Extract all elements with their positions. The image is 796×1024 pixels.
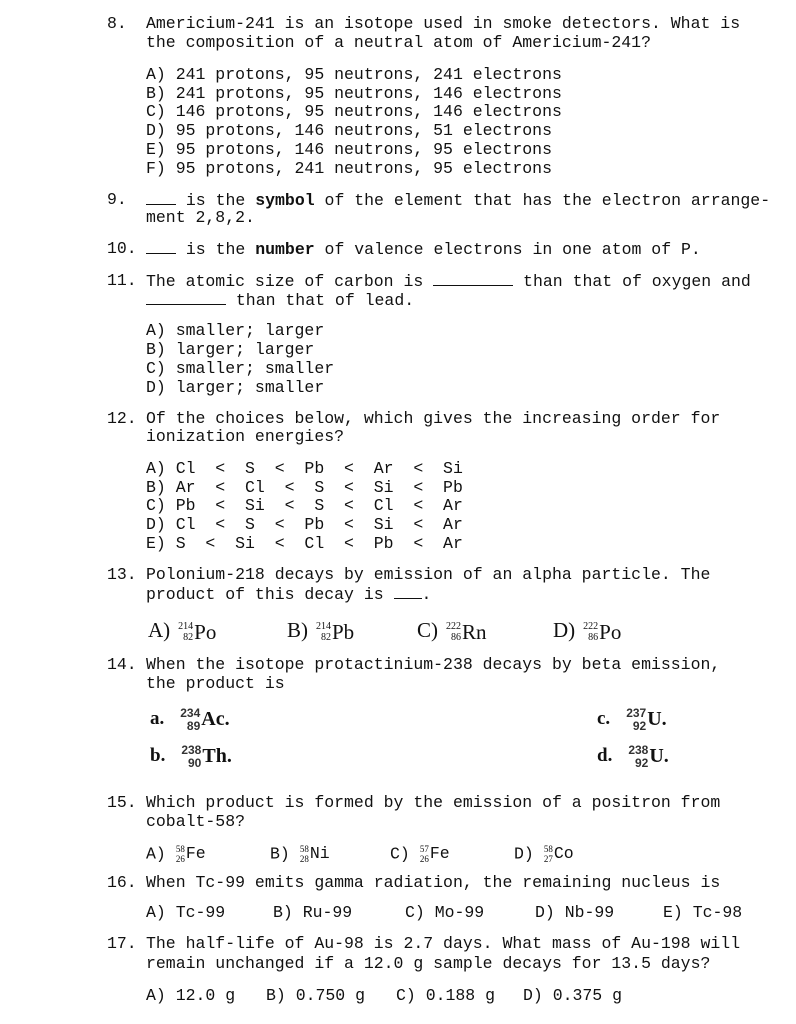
element-symbol: Po <box>194 620 217 645</box>
bold-text: symbol <box>255 191 315 210</box>
answer-choice: A) Tc-99 <box>146 903 226 922</box>
text: of valence electrons in one atom of P. <box>314 240 701 259</box>
answer-blank <box>433 271 513 286</box>
question-number: 9. <box>107 190 127 209</box>
element-symbol: Pb <box>332 620 355 645</box>
text: is the <box>176 191 256 210</box>
answer-choice <box>514 842 574 866</box>
answer-choice: C) 0.188 g <box>396 986 496 1005</box>
mass-number: 238 <box>181 742 202 757</box>
text: The atomic size of carbon is <box>146 272 434 291</box>
element-symbol: Rn <box>462 620 487 645</box>
atomic-number: 27 <box>543 853 553 864</box>
element-symbol: Co <box>553 844 574 863</box>
atomic-number: 86 <box>588 631 599 643</box>
choice-label: D) <box>514 844 534 864</box>
element-symbol: Po <box>599 620 622 645</box>
atomic-number: 92 <box>635 755 649 770</box>
answer-option: D) larger; smaller <box>146 378 325 397</box>
question-text: the composition of a neutral atom of Americium-241? <box>146 33 651 52</box>
choice-label: C) <box>417 618 438 642</box>
atomic-number: 89 <box>186 718 201 733</box>
choice-label: a. <box>150 708 165 729</box>
atomic-number: 82 <box>321 631 331 643</box>
element-symbol: Fe <box>429 844 450 863</box>
answer-option: E) S < Si < Cl < Pb < Ar <box>146 534 463 553</box>
choice-label: d. <box>597 745 613 766</box>
choice-label: D) <box>553 618 576 642</box>
question-text: Which product is formed by the emission of a positron from <box>146 793 721 812</box>
mass-number: 214 <box>178 620 194 632</box>
answer-choice <box>597 741 669 771</box>
choice-label: b. <box>150 745 166 766</box>
answer-choice <box>150 704 230 734</box>
text: of the element that has the electron arrange- <box>314 191 771 210</box>
answer-choice <box>553 616 621 646</box>
choice-label: A) <box>146 844 166 864</box>
answer-blank <box>146 239 176 254</box>
answer-choice: D) 0.375 g <box>523 986 623 1005</box>
element-symbol: U. <box>647 708 667 730</box>
bold-text: number <box>255 240 315 259</box>
question-text: When Tc-99 emits gamma radiation, the remaining nucleus is <box>146 873 721 892</box>
answer-choice: E) Tc-98 <box>663 903 743 922</box>
choice-label: B) <box>270 844 290 864</box>
atomic-number: 86 <box>451 631 461 643</box>
question-text: ionization energies? <box>146 427 345 446</box>
atomic-number: 28 <box>299 853 309 864</box>
atomic-number: 90 <box>188 755 202 770</box>
choice-label: C) <box>390 844 410 864</box>
mass-number: 58 <box>175 843 185 854</box>
answer-option: B) Ar < Cl < S < Si < Pb <box>146 478 463 497</box>
question-number: 10. <box>107 239 137 258</box>
answer-option: C) smaller; smaller <box>146 359 335 378</box>
text: product of this decay is <box>146 585 394 604</box>
answer-blank <box>146 290 226 305</box>
mass-number: 58 <box>299 843 309 854</box>
answer-choice <box>270 842 330 866</box>
answer-choice: A) 12.0 g <box>146 986 236 1005</box>
question-number: 11. <box>107 271 137 290</box>
atomic-number: 26 <box>419 853 429 864</box>
question-number: 14. <box>107 655 137 674</box>
answer-choice <box>150 741 232 771</box>
atomic-number: 82 <box>183 631 194 643</box>
text: than that of oxygen and <box>513 272 751 291</box>
mass-number: 237 <box>626 705 647 720</box>
question-text <box>146 271 751 292</box>
question-text: Of the choices below, which gives the increasing order for <box>146 409 721 428</box>
mass-number: 214 <box>316 620 331 632</box>
answer-option: D) 95 protons, 146 neutrons, 51 electrons <box>146 121 552 140</box>
question-number: 8. <box>107 14 127 33</box>
question-text: The half-life of Au-98 is 2.7 days. What mass of Au-198 will <box>146 934 741 953</box>
answer-option: C) 146 protons, 95 neutrons, 146 electrons <box>146 102 562 121</box>
element-symbol: Th. <box>202 745 232 767</box>
mass-number: 57 <box>419 843 429 854</box>
question-text: Americium-241 is an isotope used in smoke detectors. What is <box>146 14 741 33</box>
mass-number: 234 <box>180 705 201 720</box>
answer-choice <box>597 704 667 734</box>
mass-number: 222 <box>583 620 599 632</box>
element-symbol: Fe <box>185 844 206 863</box>
question-text: ment 2,8,2. <box>146 208 255 227</box>
mass-number: 58 <box>543 843 553 854</box>
question-number: 17. <box>107 934 137 953</box>
answer-choice <box>390 842 450 866</box>
answer-choice <box>146 842 206 866</box>
answer-choice <box>417 616 487 646</box>
text: than that of lead. <box>226 291 415 310</box>
question-text: When the isotope protactinium-238 decays by beta emission, <box>146 655 721 674</box>
question-text: the product is <box>146 674 285 693</box>
answer-option: B) larger; larger <box>146 340 315 359</box>
answer-option: A) Cl < S < Pb < Ar < Si <box>146 459 463 478</box>
question-text <box>146 290 414 311</box>
question-text: cobalt-58? <box>146 812 246 831</box>
answer-blank <box>394 584 422 599</box>
question-text <box>146 239 701 260</box>
mass-number: 222 <box>446 620 461 632</box>
mass-number: 238 <box>628 742 649 757</box>
answer-option: E) 95 protons, 146 neutrons, 95 electrons <box>146 140 552 159</box>
question-text: remain unchanged if a 12.0 g sample decays for 13.5 days? <box>146 954 711 973</box>
answer-option: B) 241 protons, 95 neutrons, 146 electrons <box>146 84 562 103</box>
question-number: 16. <box>107 873 137 892</box>
answer-blank <box>146 190 176 205</box>
question-number: 15. <box>107 793 137 812</box>
choice-label: A) <box>148 618 171 642</box>
text: . <box>421 585 432 604</box>
answer-choice: B) Ru-99 <box>273 903 353 922</box>
question-number: 12. <box>107 409 137 428</box>
element-symbol: Ac. <box>201 708 230 730</box>
answer-option: F) 95 protons, 241 neutrons, 95 electrons <box>146 159 552 178</box>
element-symbol: U. <box>649 745 669 767</box>
answer-choice: C) Mo-99 <box>405 903 485 922</box>
element-symbol: Ni <box>309 844 330 863</box>
answer-choice: B) 0.750 g <box>266 986 366 1005</box>
atomic-number: 26 <box>175 853 185 864</box>
answer-option: C) Pb < Si < S < Cl < Ar <box>146 496 463 515</box>
text: is the <box>176 240 256 259</box>
answer-choice <box>287 616 354 646</box>
atomic-number: 92 <box>632 718 647 733</box>
answer-choice: D) Nb-99 <box>535 903 615 922</box>
question-number: 13. <box>107 565 137 584</box>
choice-label: c. <box>597 708 611 729</box>
question-text <box>146 584 431 605</box>
answer-option: A) smaller; larger <box>146 321 325 340</box>
answer-option: A) 241 protons, 95 neutrons, 241 electrons <box>146 65 562 84</box>
answer-choice <box>148 616 216 646</box>
question-text: Polonium-218 decays by emission of an alpha particle. The <box>146 565 711 584</box>
choice-label: B) <box>287 618 308 642</box>
answer-option: D) Cl < S < Pb < Si < Ar <box>146 515 463 534</box>
